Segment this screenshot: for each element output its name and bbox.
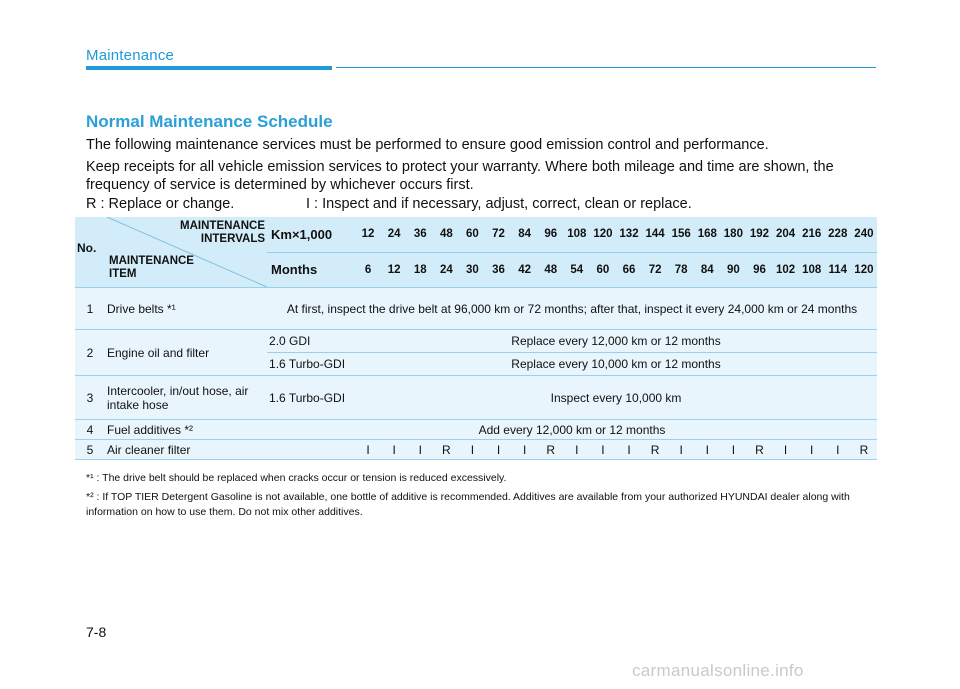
header-months-value: 84 bbox=[694, 252, 720, 287]
header-km-value: 144 bbox=[642, 217, 668, 252]
header-km-value: 12 bbox=[355, 217, 381, 252]
table-row bbox=[75, 376, 877, 420]
header-rule-thick bbox=[86, 66, 332, 70]
header-km-value: 228 bbox=[825, 217, 851, 252]
header-months-value: 30 bbox=[459, 252, 485, 287]
header-km-value: 60 bbox=[459, 217, 485, 252]
row-interval-mark: I bbox=[773, 440, 799, 460]
header-km-value: 156 bbox=[668, 217, 694, 252]
header-km-value: 204 bbox=[773, 217, 799, 252]
header-diagonal-cell bbox=[75, 217, 267, 288]
header-months-value: 18 bbox=[407, 252, 433, 287]
header-months-value: 90 bbox=[720, 252, 746, 287]
header-km-value: 180 bbox=[720, 217, 746, 252]
legend-line bbox=[86, 195, 886, 213]
row-number: 4 bbox=[75, 420, 105, 440]
row-interval-mark: R bbox=[642, 440, 668, 460]
header-months-value: 102 bbox=[773, 252, 799, 287]
row-interval-mark: I bbox=[512, 440, 538, 460]
footnote-2-text: : If TOP TIER Detergent Gasoline is not available, one bottle of additive is recommended. Additives are available from your authorized HYUNDAI dealer along with information on how to use them. Do not mix other additives. bbox=[86, 491, 850, 518]
header-km-value: 72 bbox=[485, 217, 511, 252]
page-number: 7-8 bbox=[86, 624, 107, 640]
header-km-label: Km×1,000 bbox=[267, 217, 355, 252]
header-months-value: 66 bbox=[616, 252, 642, 287]
row-interval-mark: I bbox=[720, 440, 746, 460]
row-engine: 2.0 GDI bbox=[267, 330, 355, 353]
header-months-value: 114 bbox=[825, 252, 851, 287]
row-interval-text: Replace every 10,000 km or 12 months bbox=[355, 353, 877, 376]
header-km-value: 216 bbox=[799, 217, 825, 252]
header-months-value: 36 bbox=[485, 252, 511, 287]
page-title: Normal Maintenance Schedule bbox=[86, 112, 333, 131]
header-maintenance-intervals: MAINTENANCE INTERVALS bbox=[180, 220, 266, 245]
header-no: No. bbox=[77, 241, 97, 255]
header-km-value: 240 bbox=[851, 217, 877, 252]
header-months-value: 12 bbox=[381, 252, 407, 287]
header-months-value: 96 bbox=[746, 252, 772, 287]
header-km-value: 48 bbox=[433, 217, 459, 252]
header-months-label: Months bbox=[267, 252, 355, 287]
row-engine: 1.6 Turbo-GDI bbox=[267, 353, 355, 376]
header-months-value: 120 bbox=[851, 252, 877, 287]
row-interval-mark: I bbox=[407, 440, 433, 460]
row-interval-mark: I bbox=[485, 440, 511, 460]
table-row bbox=[75, 288, 877, 330]
header-months-value: 54 bbox=[564, 252, 590, 287]
legend-inspect: I : Inspect and if necessary, adjust, correct, clean or replace. bbox=[306, 196, 692, 212]
row-item: Drive belts *¹ bbox=[105, 288, 267, 330]
header-km-value: 24 bbox=[381, 217, 407, 252]
header-months-value: 24 bbox=[433, 252, 459, 287]
row-interval-mark: I bbox=[668, 440, 694, 460]
row-interval-mark: R bbox=[746, 440, 772, 460]
footnote-2 bbox=[86, 490, 886, 520]
header-km-value: 168 bbox=[694, 217, 720, 252]
header-km-value: 192 bbox=[746, 217, 772, 252]
header-km-value: 132 bbox=[616, 217, 642, 252]
header-months-value: 108 bbox=[799, 252, 825, 287]
header-km-value: 120 bbox=[590, 217, 616, 252]
row-number: 5 bbox=[75, 440, 105, 460]
row-interval-text: Replace every 12,000 km or 12 months bbox=[355, 330, 877, 353]
header-months-value: 42 bbox=[512, 252, 538, 287]
footnote-1-text: : The drive belt should be replaced when cracks occur or tension is reduced excessively. bbox=[96, 472, 507, 484]
header-maintenance-item: MAINTENANCE ITEM bbox=[109, 255, 194, 280]
row-interval-mark: I bbox=[694, 440, 720, 460]
row-interval-mark: I bbox=[355, 440, 381, 460]
legend-replace: R : Replace or change. bbox=[86, 196, 235, 212]
row-item: Engine oil and filter bbox=[105, 330, 267, 376]
table-row bbox=[75, 440, 877, 460]
row-interval-text: Inspect every 10,000 km bbox=[355, 376, 877, 420]
row-item: Air cleaner filter bbox=[105, 440, 355, 460]
header-km-value: 108 bbox=[564, 217, 590, 252]
row-interval-mark: I bbox=[616, 440, 642, 460]
watermark: carmanualsonline.info bbox=[632, 661, 804, 680]
row-interval-mark: R bbox=[538, 440, 564, 460]
row-interval-text: Add every 12,000 km or 12 months bbox=[267, 420, 877, 440]
header-months-value: 60 bbox=[590, 252, 616, 287]
header-months-value: 72 bbox=[642, 252, 668, 287]
header-rule-thin bbox=[336, 67, 876, 68]
row-interval-mark: I bbox=[799, 440, 825, 460]
row-interval-mark: I bbox=[590, 440, 616, 460]
row-interval-mark: R bbox=[433, 440, 459, 460]
row-item: Intercooler, in/out hose, air intake hose bbox=[105, 376, 267, 420]
row-number: 1 bbox=[75, 288, 105, 330]
row-number: 3 bbox=[75, 376, 105, 420]
row-number: 2 bbox=[75, 330, 105, 376]
row-engine: 1.6 Turbo-GDI bbox=[267, 376, 355, 420]
header-row-km bbox=[75, 217, 877, 252]
row-item: Fuel additives *² bbox=[105, 420, 267, 440]
footnote-1-mark: *¹ bbox=[86, 472, 94, 484]
header-km-value: 84 bbox=[512, 217, 538, 252]
row-interval-mark: I bbox=[825, 440, 851, 460]
footnote-1 bbox=[86, 471, 886, 486]
row-interval-text: At first, inspect the drive belt at 96,000 km or 72 months; after that, inspect it every 24,000 km or 24 months bbox=[267, 288, 877, 330]
intro-paragraph-1: The following maintenance services must be performed to ensure good emission control and performance. bbox=[86, 137, 769, 153]
header-km-value: 96 bbox=[538, 217, 564, 252]
header-months-value: 6 bbox=[355, 252, 381, 287]
header-months-value: 48 bbox=[538, 252, 564, 287]
header-km-value: 36 bbox=[407, 217, 433, 252]
table-row bbox=[75, 330, 877, 353]
row-interval-mark: I bbox=[381, 440, 407, 460]
row-interval-mark: I bbox=[564, 440, 590, 460]
section-header: Maintenance bbox=[86, 47, 175, 64]
intro-paragraph-2: Keep receipts for all vehicle emission services to protect your warranty. Where both mileage and time are shown, the frequency of service is determined by whichever occurs first. bbox=[86, 159, 834, 193]
maintenance-schedule-table bbox=[75, 217, 877, 460]
row-interval-mark: I bbox=[459, 440, 485, 460]
footnote-2-mark: *² bbox=[86, 491, 94, 503]
header-months-value: 78 bbox=[668, 252, 694, 287]
table-row bbox=[75, 420, 877, 440]
row-interval-mark: R bbox=[851, 440, 877, 460]
